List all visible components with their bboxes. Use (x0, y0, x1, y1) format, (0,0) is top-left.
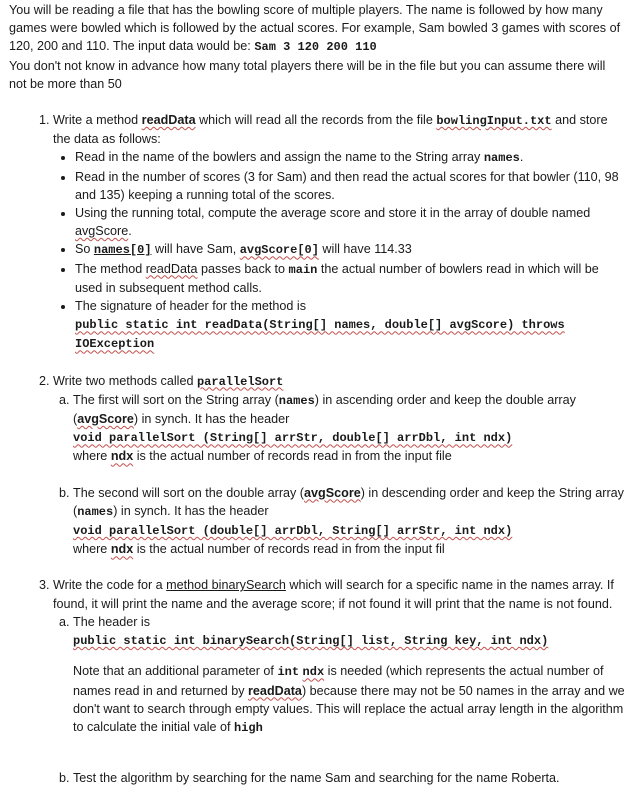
q2a-code: names (278, 393, 315, 408)
q2a-text-3: ) in synch. It has the header (133, 412, 290, 427)
q3-item-a (73, 613, 625, 769)
q3-method-name: method binarySearch (166, 578, 286, 593)
q2b-where-2: is the actual number of records read in from the input fil (133, 542, 445, 557)
q2-text-1: Write two methods called (53, 373, 197, 388)
q3-note-2: is needed (which represents the actual number of names read in and returned by (73, 664, 604, 698)
q1-b4-code-2: avgScore[0] (239, 243, 319, 258)
q2b-text-2: ) in descending order and keep the String array ( (73, 485, 624, 518)
question-2-text (53, 372, 625, 391)
question-1 (53, 111, 625, 372)
q1-bullet-1 (75, 148, 625, 167)
q1-b5-text-3: the actual number of bowlers read in which will be used in subsequent method calls. (75, 261, 599, 295)
q2b-where-1: where (73, 542, 111, 557)
q2-sub-list (53, 391, 625, 559)
q2a-where-1: where (73, 449, 111, 464)
q3-text-2: which will search for a specific name in the names array. If found, it will print the name and the average score; if not found it will print that the name is not found. (53, 578, 614, 611)
q1-b1-code: names (483, 151, 520, 166)
q1-method-name: readData (141, 113, 196, 128)
q2a-ndx: ndx (110, 449, 134, 464)
q2b-name: avgScore (304, 485, 361, 500)
q1-b4-code-1: names[0] (93, 243, 152, 258)
q1-b2-text: Read in the number of scores (3 for Sam) and then read the actual scores for that bowler (110, 98 and 135) keeping a running total of the scores. (75, 169, 619, 202)
q3-text-1: Write the code for a (53, 578, 167, 593)
question-2 (53, 372, 625, 577)
q3-sub-list (53, 613, 625, 787)
q2b-text-1: The second will sort on the double array ( (73, 485, 305, 500)
q1-b5-text-1: The method (75, 261, 146, 276)
q3b-text: Test the algorithm by searching for the name Sam and searching for the name Roberta. (73, 771, 560, 786)
intro-text: You will be reading a file that has the bowling score of multiple players. The name is followed by how many games were bowled which is followed by the actual scores. For example, Sam bowled 3 games with scores of 120, 200 and 110. The input data would be: (9, 3, 621, 54)
intro-paragraph (9, 1, 625, 93)
q2-method-name: parallelSort (196, 374, 284, 389)
q1-signature: public static int readData(String[] names, double[] avgScore) throws IOException (75, 318, 565, 352)
question-list (9, 111, 625, 787)
q3-note-code-int: int (277, 665, 300, 680)
q1-b1-text: Read in the name of the bowlers and assign the name to the String array (75, 150, 484, 165)
q2a-signature: void parallelSort (String[] arrStr, double[] arrDbl, int ndx) (73, 431, 513, 446)
q1-b5-text-2: passes back to (197, 261, 289, 276)
q1-text-2: which will read all the records from the file (195, 113, 437, 128)
q3-note-ndx: ndx (302, 665, 325, 680)
q2-item-a (73, 391, 625, 484)
q1-bullet-4 (75, 240, 625, 259)
q1-b5-code: main (288, 262, 318, 277)
q1-file-name: bowlingInput.txt (436, 114, 552, 129)
q3a-text: The header is (73, 614, 151, 629)
q3-item-b (73, 769, 625, 787)
q3a-signature: public static int binarySearch(String[] list, String key, int ndx) (73, 634, 549, 649)
q2b-signature: void parallelSort (double[] arrDbl, String[] arrStr, int ndx) (73, 524, 513, 539)
q2a-text-1: The first will sort on the String array ( (73, 392, 279, 407)
q3-note-readdata: readData (248, 683, 302, 698)
q1-text-3: and store the data as follows: (53, 113, 608, 147)
q1-bullet-list (53, 148, 625, 353)
q1-b5-name: readData (145, 261, 198, 276)
q3-note-code-high: high (234, 720, 263, 735)
question-1-text (53, 111, 625, 148)
q1-text-1: Write a method (53, 113, 142, 128)
q2b-ndx: ndx (110, 542, 134, 557)
q1-b4-text-3: will have 114.33 (318, 242, 412, 257)
q1-bullet-6 (75, 297, 625, 354)
question-3 (53, 576, 625, 787)
intro-text-2: You don't not know in advance how many total players there will be in the file but you can assume there will not be more than 50 (9, 58, 606, 91)
q1-bullet-3 (75, 204, 625, 240)
q1-b4-text-1: So (75, 242, 94, 257)
q2b-text-3: ) in synch. It has the header (113, 503, 269, 518)
q1-b1-end: . (519, 150, 524, 165)
q1-bullet-5 (75, 260, 625, 297)
q1-b3-name: avgScore (75, 224, 129, 239)
q1-b6-text: The signature of header for the method is (75, 299, 307, 314)
q2b-code: names (77, 504, 114, 519)
q3-note-1: Note that an additional parameter of (73, 664, 278, 679)
q1-b3-end: . (128, 224, 132, 239)
q2a-name: avgScore (77, 412, 134, 427)
intro-sample-data: Sam 3 120 200 110 (254, 40, 377, 55)
q1-b4-text-2: will have Sam, (151, 242, 240, 257)
q1-bullet-2 (75, 168, 625, 204)
q1-b3-text: Using the running total, compute the average score and store it in the array of double named (75, 206, 591, 221)
q2-item-b (73, 484, 625, 559)
q3-note (73, 662, 625, 737)
q3-note-3: ) because there may not be 50 names in the array and we don't want to search through empty values. This will replace the actual array length in the algorithm to calculate the initial vale of (73, 683, 625, 734)
q2a-text-2: ) in ascending order and keep the double array ( (73, 392, 576, 427)
question-3-text (53, 576, 625, 612)
q2a-where-2: is the actual number of records read in from the input file (133, 449, 452, 464)
